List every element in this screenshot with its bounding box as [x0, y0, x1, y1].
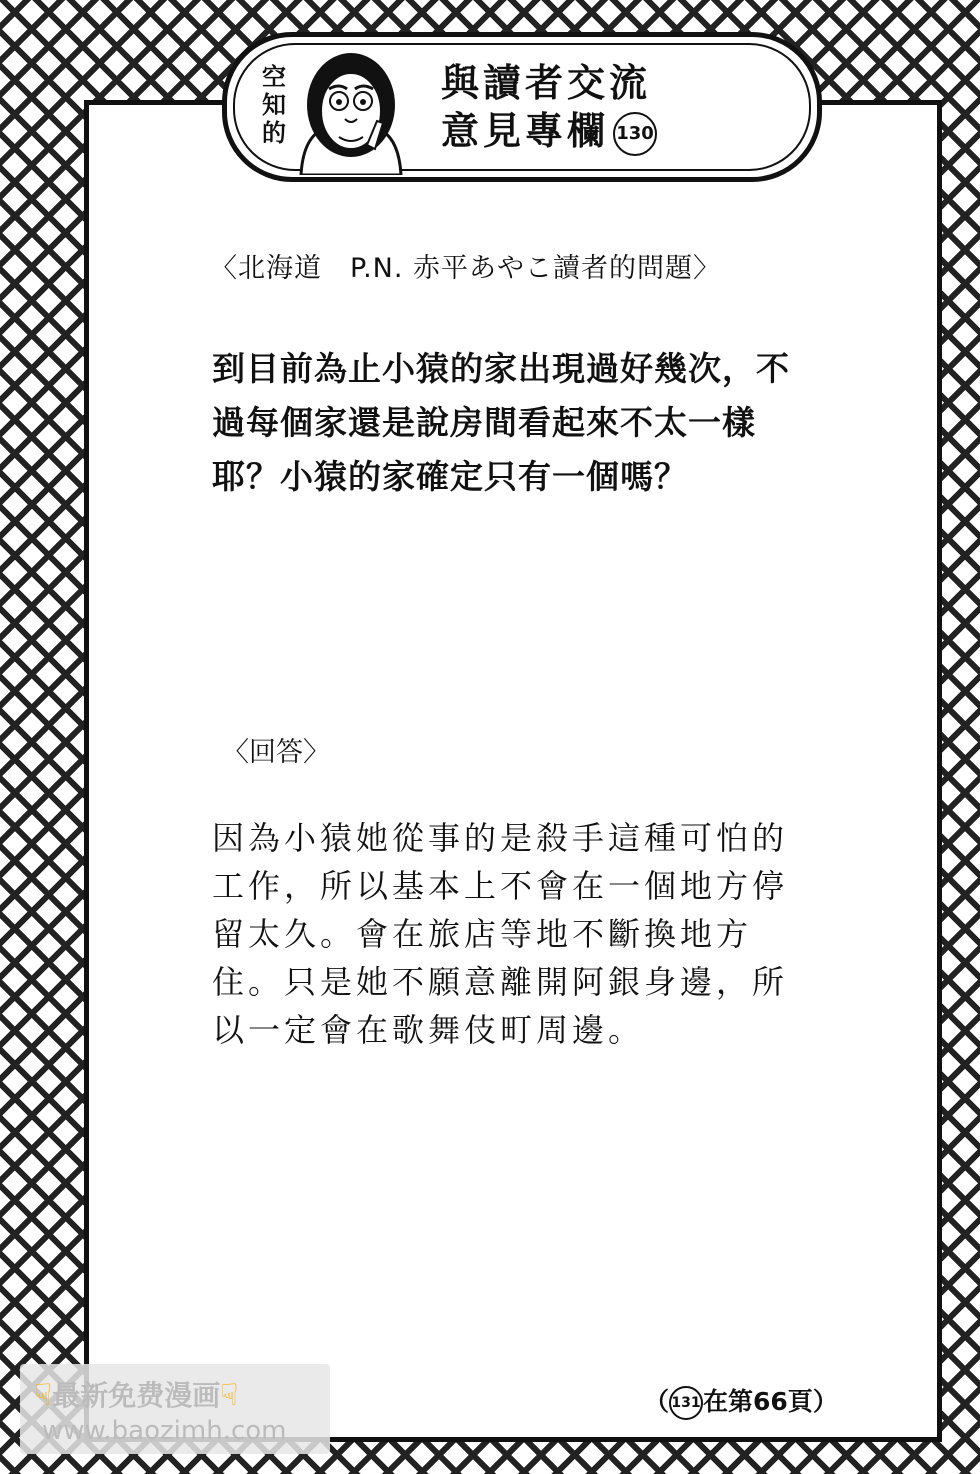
column-title — [441, 59, 657, 156]
site-watermark[interactable] — [20, 1364, 330, 1454]
page-number-badge: 131 — [669, 1386, 703, 1420]
watermark-text-1: 最新免费漫画 — [52, 1379, 221, 1412]
answer-label: 〈回答〉 — [222, 737, 330, 768]
answer-text: 因為小猿她從事的是殺手這種可怕的工作，所以基本上不會在一個地方停留太久。會在旅店等地不斷換地方住。只是她不願意離開阿銀身邊，所以一定會在歌舞伎町周邊。 — [212, 819, 789, 1049]
watermark-url[interactable]: www.baozimh.com — [42, 1416, 287, 1446]
title-line-1: 與讀者交流 — [441, 61, 652, 105]
pointing-finger-icon: ☟ — [220, 1378, 239, 1413]
continuation-open-paren: （ — [644, 1387, 670, 1416]
continuation-note — [644, 1382, 838, 1420]
author-caricature-icon — [281, 45, 421, 175]
continuation-close-paren: ） — [812, 1387, 838, 1416]
question-attribution: 〈北海道 P.N. 赤平あやこ讀者的問題〉 — [210, 253, 722, 284]
pointing-finger-icon: ☟ — [34, 1378, 53, 1413]
content-panel — [84, 100, 942, 1442]
column-header-banner — [222, 32, 822, 182]
watermark-line-1 — [34, 1374, 239, 1414]
issue-number-badge: 130 — [613, 112, 657, 156]
title-line-2 — [441, 107, 657, 156]
question-text: 到目前為止小猿的家出現過好幾次，不過每個家還是說房間看起來不太一樣耶？小猿的家確定只有一個嗎？ — [212, 349, 790, 496]
author-label: 空 知 的 — [262, 62, 286, 147]
title-line-2-text: 意見專欄 — [441, 109, 610, 153]
continuation-text: 在第66頁 — [703, 1387, 813, 1416]
